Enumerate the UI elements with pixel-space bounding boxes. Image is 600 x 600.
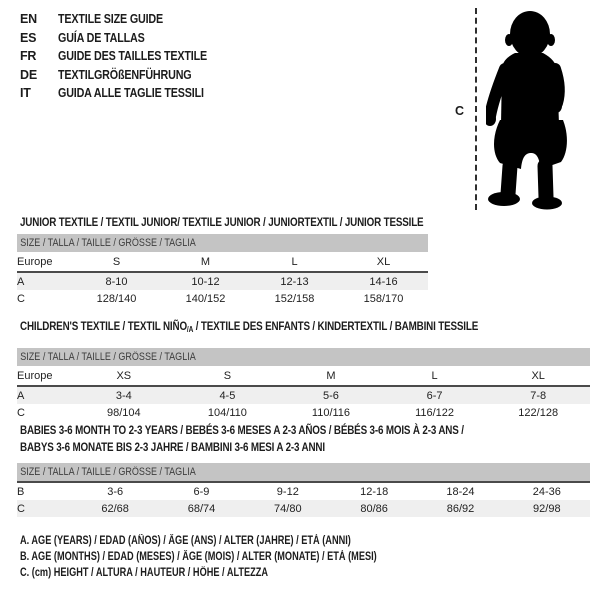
value-cell: 98/104 <box>106 406 141 419</box>
header-cell: Europe <box>17 252 72 272</box>
language-row-it <box>20 86 231 105</box>
language-code: DE <box>20 67 37 82</box>
value-cell: 5-6 <box>279 386 383 404</box>
size-bar-label: SIZE / TALLA / TAILLE / GRÖSSE / TAGLIA <box>20 237 196 249</box>
value-cell: 152/158 <box>274 292 315 305</box>
value-cell: 62/68 <box>72 500 158 517</box>
language-code: ES <box>20 30 37 45</box>
language-row-fr <box>20 49 231 68</box>
footnote-b-text: B. AGE (MONTHS) / EDAD (MESES) / ÂGE (MOIS) / ALTER (MONATE) / ETÀ (MESI) <box>20 551 377 564</box>
language-label: GUIDE DES TAILLES TEXTILE <box>58 49 208 63</box>
silhouette-head <box>510 11 550 57</box>
header-cell: Europe <box>17 366 72 386</box>
babies-title-line2 <box>20 440 561 457</box>
size-bar-row <box>17 463 590 482</box>
babies-months-row <box>17 482 590 500</box>
row-label-cell: B <box>17 485 25 498</box>
value-cell: 116/122 <box>415 406 455 419</box>
header-cell: XS <box>72 366 176 386</box>
junior-age-row <box>17 272 428 290</box>
size-bar-row <box>17 234 428 252</box>
language-label: TEXTILGRÖßENFÜHRUNG <box>58 67 192 82</box>
children-title-subscript: /A <box>186 325 194 334</box>
language-label: TEXTILE SIZE GUIDE <box>58 12 164 26</box>
footnote-b <box>20 551 466 567</box>
footnote-a-text: A. AGE (YEARS) / EDAD (AÑOS) / ÂGE (ANS) / ALTER (JAHRE) / ETÀ (ANNI) <box>20 535 351 547</box>
junior-title-text: JUNIOR TEXTILE / TEXTIL JUNIOR/ TEXTILE JUNIOR / JUNIORTEXTIL / JUNIOR TESSILE <box>20 215 424 229</box>
footnote-c-text: C. (cm) HEIGHT / ALTURA / HAUTEUR / HÖHE / ALTEZZA <box>20 567 269 580</box>
language-row-de <box>20 68 231 87</box>
value-cell: 68/74 <box>158 500 244 517</box>
babies-size-table <box>17 463 590 517</box>
value-cell: 3-6 <box>107 485 124 498</box>
children-header-row <box>17 366 590 386</box>
language-code: EN <box>20 12 37 26</box>
language-label: GUIDA ALLE TAGLIE TESSILI <box>58 86 204 100</box>
header-cell: L <box>383 366 487 386</box>
size-bar <box>17 234 428 252</box>
value-cell: 74/80 <box>245 500 331 517</box>
value-cell: 4-5 <box>176 386 280 404</box>
value-cell: 122/128 <box>518 406 559 419</box>
value-cell: 6-9 <box>193 485 210 498</box>
row-label-cell: C <box>17 292 25 305</box>
size-bar <box>17 463 590 482</box>
children-title-text <box>20 319 478 334</box>
language-label: GUÍA DE TALLAS <box>58 30 145 45</box>
babies-height-row <box>17 500 590 517</box>
toddler-silhouette-image <box>486 6 578 217</box>
silhouette-foot-left <box>488 192 520 206</box>
babies-title-line2-text: BABYS 3-6 MONATE BIS 2-3 JAHRE / BAMBINI 3-6 MESI A 2-3 ANNI <box>20 439 325 454</box>
row-label-cell: C <box>17 406 25 419</box>
silhouette-ear-right <box>547 34 555 46</box>
footnote-c <box>20 567 466 583</box>
height-marker-label: C <box>455 104 465 118</box>
value-cell: 92/98 <box>504 500 590 517</box>
value-cell: 3-4 <box>72 386 176 404</box>
value-cell: 80/86 <box>331 500 417 517</box>
value-cell: 8-10 <box>72 272 161 290</box>
header-cell: XL <box>339 252 428 272</box>
toddler-silhouette-svg <box>486 6 578 212</box>
size-bar-row <box>17 348 590 366</box>
silhouette-ear-left <box>505 34 513 46</box>
junior-header-row <box>17 252 428 272</box>
silhouette-torso <box>501 53 559 124</box>
junior-height-row <box>17 290 428 307</box>
value-cell: 12-18 <box>360 485 389 498</box>
children-title-pre: CHILDREN'S TEXTILE / TEXTIL NIÑO <box>20 319 187 333</box>
header-cell: M <box>161 252 250 272</box>
size-bar <box>17 348 590 366</box>
language-list <box>20 12 231 105</box>
babies-section-title <box>20 423 561 456</box>
babies-title-line1 <box>20 423 561 440</box>
value-cell: 9-12 <box>276 485 299 498</box>
language-code: FR <box>20 49 37 63</box>
value-cell: 7-8 <box>486 386 590 404</box>
value-cell: 110/116 <box>311 406 351 419</box>
value-cell: 158/170 <box>363 292 404 305</box>
value-cell: 86/92 <box>417 500 503 517</box>
header-cell: S <box>176 366 280 386</box>
value-cell: 12-13 <box>250 272 339 290</box>
footnote-a <box>20 535 466 551</box>
value-cell: 18-24 <box>446 485 475 498</box>
silhouette-leg-left <box>508 166 510 194</box>
row-label-cell: C <box>17 500 72 517</box>
value-cell: 128/140 <box>96 292 137 305</box>
header-cell: M <box>279 366 383 386</box>
value-cell: 24-36 <box>532 485 561 498</box>
children-age-row <box>17 386 590 404</box>
junior-size-table <box>17 234 428 307</box>
header-cell: L <box>250 252 339 272</box>
value-cell: 104/110 <box>207 406 247 419</box>
silhouette-arm-right <box>555 69 559 103</box>
value-cell: 10-12 <box>161 272 250 290</box>
footnotes <box>20 535 466 584</box>
babies-title-line1-text: BABIES 3-6 MONTH TO 2-3 YEARS / BEBÉS 3-6 MESES A 2-3 AÑOS / BÉBÉS 3-6 MOIS À 2-3 ANS / <box>20 423 464 437</box>
children-size-table <box>17 348 590 421</box>
silhouette-leg-right <box>545 166 546 197</box>
language-row-en <box>20 12 231 31</box>
height-measure-dashed-line <box>475 8 477 210</box>
silhouette-hand-right <box>550 99 562 113</box>
children-title-post: / TEXTILE DES ENFANTS / KINDERTEXTIL / BAMBINI TESSILE <box>193 319 479 333</box>
junior-section-title <box>20 215 512 229</box>
size-bar-label: SIZE / TALLA / TAILLE / GRÖSSE / TAGLIA <box>20 466 196 478</box>
children-section-title <box>20 319 579 334</box>
language-code: IT <box>20 86 31 100</box>
silhouette-foot-right <box>532 197 562 210</box>
size-bar-label: SIZE / TALLA / TAILLE / GRÖSSE / TAGLIA <box>20 351 196 363</box>
children-height-row <box>17 404 590 421</box>
row-label-cell: A <box>17 272 72 290</box>
header-cell: XL <box>486 366 590 386</box>
value-cell: 14-16 <box>339 272 428 290</box>
value-cell: 140/152 <box>185 292 226 305</box>
language-row-es <box>20 31 231 50</box>
row-label-cell: A <box>17 386 72 404</box>
value-cell: 6-7 <box>383 386 487 404</box>
header-cell: S <box>72 252 161 272</box>
